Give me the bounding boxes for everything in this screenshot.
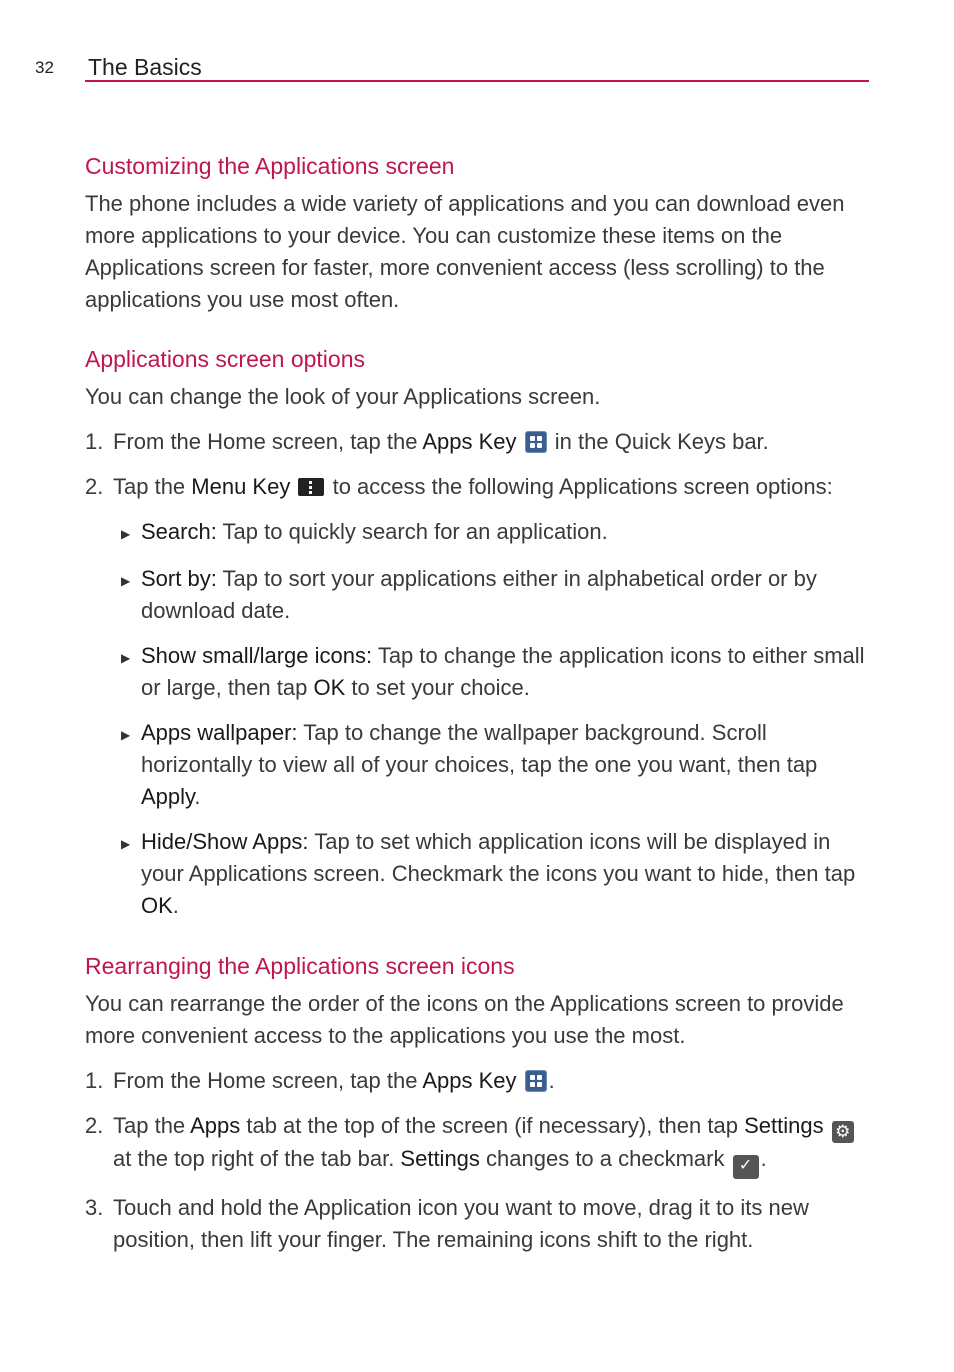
step-2-rearranging: 2. Tap the Apps tab at the top of the screen (if necessary), then tap Settings ⚙ at the top right of the tab bar. Settings changes to a checkmark ✓ . [85,1110,875,1179]
triangle-right-icon: ▶ [121,728,131,742]
triangle-right-icon: ▶ [121,527,131,541]
triangle-right-icon: ▶ [121,837,131,851]
step-3-text: Touch and hold the Application icon you want to move, drag it to its new position, then lift your finger. The remaining icons shift to the right. [113,1195,809,1252]
step-2-options: 2. Tap the Menu Key to access the following Applications screen options: [85,471,875,503]
page-content [85,150,875,1256]
section-intro-options: You can change the look of your Applications screen. [85,384,601,409]
step-number: 1. [85,429,104,454]
apps-key-label: Apps Key [422,429,517,454]
step-1-options: 1. From the Home screen, tap the Apps Key in the Quick Keys bar. [85,426,875,458]
triangle-right-icon: ▶ [121,574,131,588]
apps-key-label: Apps Key [422,1068,517,1093]
section-title-rearranging: Rearranging the Applications screen icons [85,953,515,979]
gear-icon: ⚙ [832,1121,854,1143]
bullet-search: ▶ Search: Tap to quickly search for an application. [85,516,875,550]
section-body-customizing: The phone includes a wide variety of applications and you can download even more applications to your device. You can customize these items on the Applications screen for faster, more convenient access (less scrolling) to the applications you use most often. [85,191,845,312]
running-title: The Basics [88,54,202,80]
menu-key-label: Menu Key [191,474,291,499]
step-number: 3. [85,1195,104,1220]
checkmark-icon: ✓ [733,1155,759,1179]
bullet-hide-show-apps: ▶ Hide/Show Apps: Tap to set which application icons will be displayed in your Applications screen. Checkmark the icons you want to hide, then tap OK. [85,826,875,922]
step-number: 1. [85,1068,104,1093]
step-1-rearranging: 1. From the Home screen, tap the Apps Key . [85,1065,875,1097]
section-title-options: Applications screen options [85,346,365,372]
section-title-customizing: Customizing the Applications screen [85,153,455,179]
step-number: 2. [85,474,104,499]
page-number: 32 [35,58,54,77]
menu-key-icon [298,478,324,496]
header-rule [85,80,869,82]
step-number: 2. [85,1113,104,1138]
bullet-icon-size: ▶ Show small/large icons: Tap to change the application icons to either small or large, then tap OK to set your choice. [85,640,875,704]
bullet-apps-wallpaper: ▶ Apps wallpaper: Tap to change the wallpaper background. Scroll horizontally to view all of your choices, tap the one you want, then tap Apply. [85,717,875,813]
step-3-rearranging [85,1192,875,1256]
bullet-sort-by: ▶ Sort by: Tap to sort your applications either in alphabetical order or by download date. [85,563,875,627]
apps-grid-icon [525,431,547,453]
section-intro-rearranging: You can rearrange the order of the icons on the Applications screen to provide more convenient access to the applications you use the most. [85,991,844,1048]
apps-grid-icon [525,1070,547,1092]
triangle-right-icon: ▶ [121,651,131,665]
